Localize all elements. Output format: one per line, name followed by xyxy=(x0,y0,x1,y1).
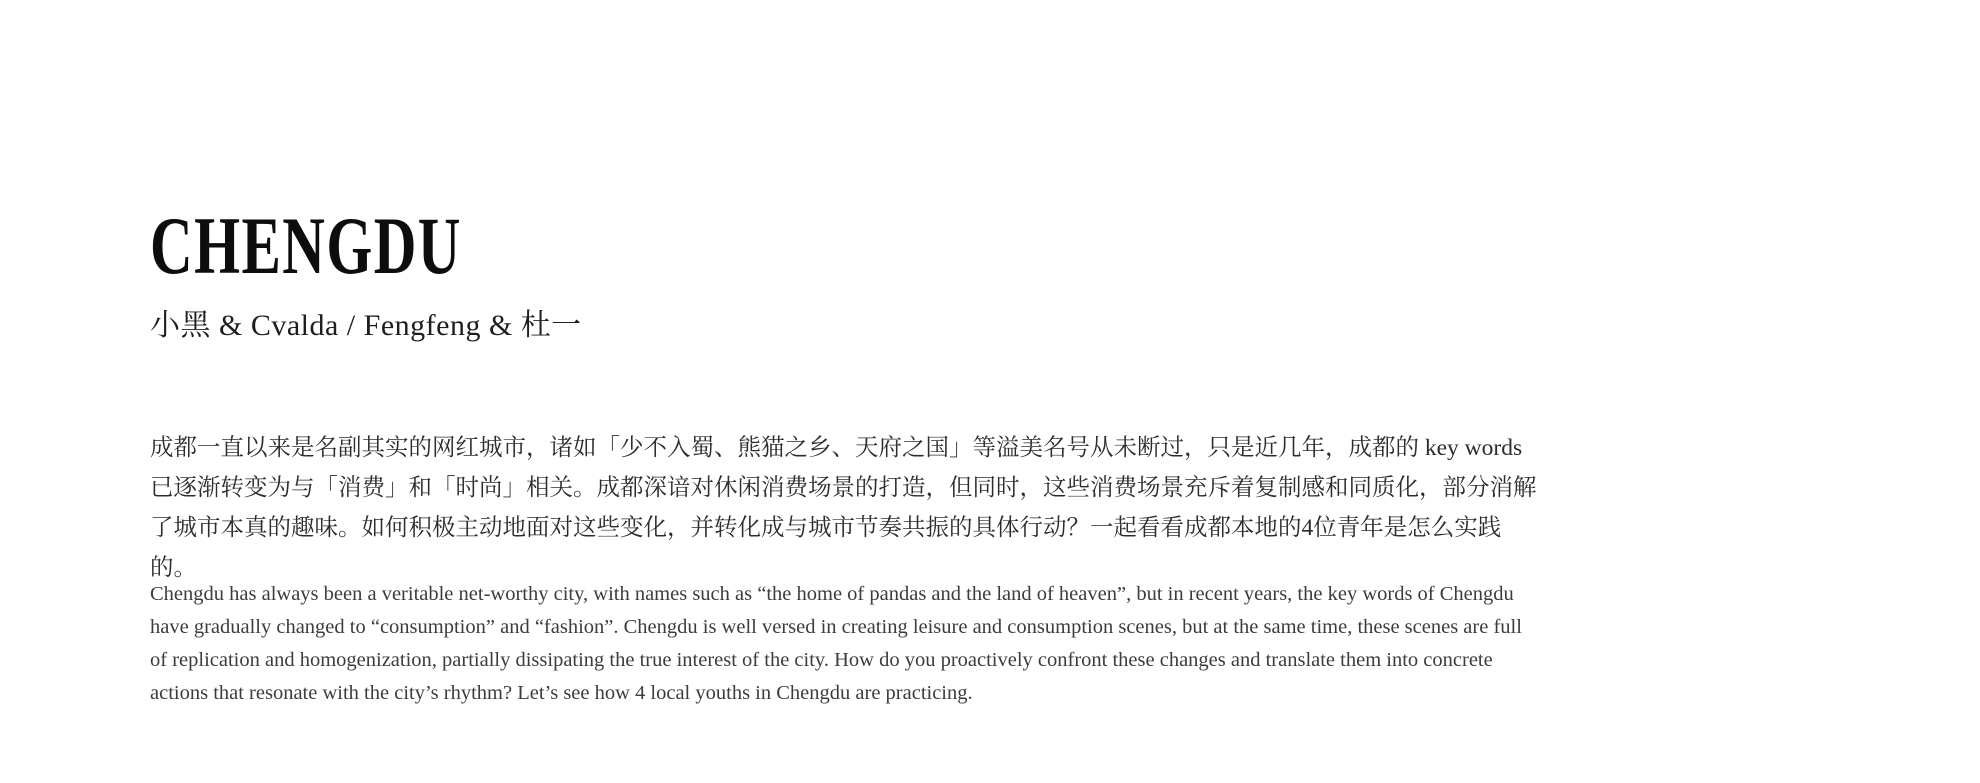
page-title: CHENGDU xyxy=(150,200,462,291)
intro-paragraph-chinese: 成都一直以来是名副其实的网红城市，诸如「少不入蜀、熊猫之乡、天府之国」等溢美名号从未断过，只是近几年，成都的 key words 已逐渐转变为与「消费」和「时尚」相关。成都深谙对休闲消费场景的打造，但同时，这些消费场景充斥着复制感和同质化，部分消解了城市本真的趣味。如何积极主动地面对这些变化，并转化成与城市节奏共振的具体行动？一起看看成都本地的4位青年是怎么实践的。 xyxy=(150,435,1537,581)
intro-paragraph-english: Chengdu has always been a veritable net-worthy city, with names such as “the home of pandas and the land of heaven”, but in recent years, the key words of Chengdu have gradually changed to “consumption” and “fashion”. Chengdu is well versed in creating leisure and consumption scenes, but at the same time, these scenes are full of replication and homogenization, partially dissipating the true interest of the city. How do you proactively confront these changes and translate them into concrete actions that resonate with the city’s rhythm? Let’s see how 4 local youths in Chengdu are practicing. xyxy=(150,583,1522,704)
byline: 小黑 & Cvalda / Fengfeng & 杜一 xyxy=(150,309,582,342)
